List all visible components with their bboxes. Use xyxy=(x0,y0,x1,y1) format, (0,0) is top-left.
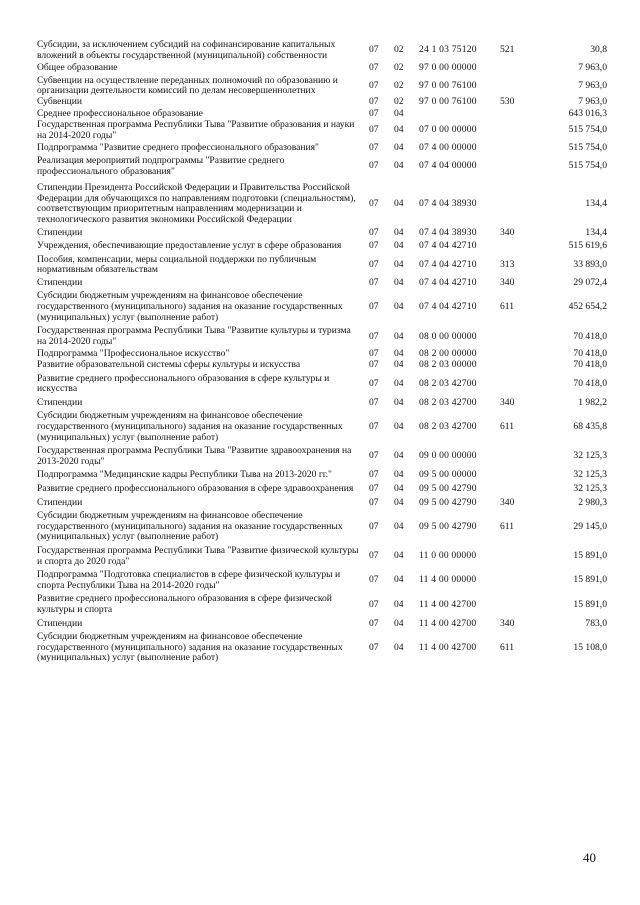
row-amount: 33 893,0 xyxy=(573,258,607,270)
row-section-code: 07 xyxy=(369,80,379,92)
row-name: Государственная программа Республики Тыва "Развитие здравоохранения на 2013-2020 годы" xyxy=(37,445,352,467)
row-name: Государственная программа Республики Тыва "Развитие образования и науки на 2014-2020 годы" xyxy=(37,119,355,141)
row-subsection-code: 04 xyxy=(394,160,404,172)
row-expense-type: 340 xyxy=(500,396,515,408)
row-expense-type: 340 xyxy=(500,617,515,629)
table-row xyxy=(37,360,607,371)
row-section-code: 07 xyxy=(369,226,379,238)
table-row xyxy=(37,470,607,481)
row-subsection-code: 02 xyxy=(394,80,404,92)
row-amount: 15 891,0 xyxy=(573,550,607,562)
row-amount: 70 418,0 xyxy=(573,348,607,360)
row-subsection-code: 04 xyxy=(394,469,404,481)
row-section-code: 07 xyxy=(369,359,379,371)
table-row xyxy=(37,594,607,615)
row-subsection-code: 04 xyxy=(394,421,404,432)
row-amount: 643 016,3 xyxy=(568,107,607,119)
row-amount: 32 125,3 xyxy=(573,469,607,481)
row-name: Развитие среднего профессионального образования в сфере здравоохранения xyxy=(37,482,354,494)
row-name: Реализация мероприятий подпрограммы "Развитие среднего профессионального образования" xyxy=(37,154,285,177)
row-expense-type: 611 xyxy=(500,421,515,432)
table-row xyxy=(37,326,607,347)
row-target-article: 11 4 00 00000 xyxy=(419,574,477,586)
row-expense-type: 611 xyxy=(500,301,515,313)
row-amount: 134,4 xyxy=(585,198,607,210)
row-target-article: 11 4 00 42700 xyxy=(419,641,477,653)
row-expense-type: 611 xyxy=(500,520,515,532)
table-row xyxy=(37,498,607,509)
row-name: Подпрограмма "Подготовка специалистов в сфере физической культуры и спорта Республики Тыва на 2014-2020 годы" xyxy=(37,569,341,591)
row-name: Субсидии бюджетным учреждениям на финансовое обеспечение государственного (муниципального) задания на оказание государственных (муниципальных) услуг (выполнение работ) xyxy=(37,410,343,443)
row-target-article: 08 2 03 42700 xyxy=(419,396,477,408)
budget-table xyxy=(37,40,607,664)
row-expense-type: 340 xyxy=(500,496,515,508)
row-subsection-code: 04 xyxy=(394,496,404,508)
table-row xyxy=(37,40,607,61)
table-row xyxy=(37,511,607,543)
row-subsection-code: 04 xyxy=(394,240,404,252)
row-section-code: 07 xyxy=(369,450,379,462)
row-section-code: 07 xyxy=(369,198,379,210)
row-expense-type: 611 xyxy=(500,641,515,653)
row-target-article: 97 0 00 76100 xyxy=(419,80,477,92)
row-subsection-code: 04 xyxy=(394,301,404,313)
row-target-article: 11 4 00 42700 xyxy=(419,598,477,610)
row-section-code: 07 xyxy=(369,95,379,107)
row-amount: 15 891,0 xyxy=(573,598,607,610)
row-subsection-code: 04 xyxy=(394,359,404,371)
row-name: Среднее профессиональное образование xyxy=(37,107,203,119)
row-section-code: 07 xyxy=(369,240,379,252)
row-section-code: 07 xyxy=(369,276,379,288)
table-row xyxy=(37,143,607,154)
row-name: Стипендии Президента Российской Федерации и Правительства Российской Федерации для обучающихся по направлениям подготовки (специальностям), соответствующим приоритетным направлениям модернизации и технологического развития экономики Российской Федерации xyxy=(37,182,356,225)
row-target-article: 11 0 00 00000 xyxy=(419,550,477,562)
row-target-article: 24 1 03 75120 xyxy=(419,44,477,56)
row-target-article: 08 0 00 00000 xyxy=(419,330,477,342)
table-row xyxy=(37,76,607,97)
table-row xyxy=(37,484,607,495)
row-target-article: 07 4 04 38930 xyxy=(419,198,477,210)
row-subsection-code: 04 xyxy=(394,377,404,389)
table-row xyxy=(37,398,607,409)
row-target-article: 07 4 00 00000 xyxy=(419,142,477,154)
row-amount: 515 619,6 xyxy=(568,240,607,252)
row-target-article: 07 4 04 42710 xyxy=(419,258,477,270)
row-name: Стипендии xyxy=(37,396,83,408)
table-row xyxy=(37,570,607,591)
row-subsection-code: 04 xyxy=(394,450,404,462)
row-amount: 15 108,0 xyxy=(573,641,607,653)
row-amount: 15 891,0 xyxy=(573,574,607,586)
row-target-article: 09 0 00 00000 xyxy=(419,450,477,462)
row-section-code: 07 xyxy=(369,330,379,342)
row-amount: 7 963,0 xyxy=(578,80,607,92)
row-expense-type: 313 xyxy=(500,258,515,270)
row-amount: 515 754,0 xyxy=(568,142,607,154)
row-amount: 70 418,0 xyxy=(573,377,607,389)
row-name: Субвенции на осуществление переданных полномочий по образованию и организации деятельности комиссий по делам несовершеннолетних xyxy=(37,74,338,97)
row-subsection-code: 04 xyxy=(394,276,404,288)
table-row xyxy=(37,120,607,141)
row-amount: 2 980,3 xyxy=(578,496,607,508)
row-section-code: 07 xyxy=(369,482,379,494)
row-subsection-code: 04 xyxy=(394,482,404,494)
row-amount: 68 435,8 xyxy=(573,421,607,432)
row-target-article: 07 4 04 42710 xyxy=(419,276,477,288)
table-row xyxy=(37,255,607,276)
row-name: Субсидии бюджетным учреждениям на финансовое обеспечение государственного (муниципального) задания на оказание государственных (муниципальных) услуг (выполнение работ) xyxy=(37,631,343,664)
row-section-code: 07 xyxy=(369,598,379,610)
row-subsection-code: 04 xyxy=(394,198,404,210)
row-target-article: 08 2 03 42700 xyxy=(419,377,477,389)
row-expense-type: 340 xyxy=(500,276,515,288)
row-section-code: 07 xyxy=(369,641,379,653)
row-name: Стипендии xyxy=(37,496,83,508)
row-subsection-code: 04 xyxy=(394,226,404,238)
row-amount: 32 125,3 xyxy=(573,482,607,494)
row-amount: 515 754,0 xyxy=(568,124,607,136)
row-section-code: 07 xyxy=(369,574,379,586)
row-amount: 29 145,0 xyxy=(573,520,607,532)
row-section-code: 07 xyxy=(369,258,379,270)
row-amount: 70 418,0 xyxy=(573,330,607,342)
row-expense-type: 530 xyxy=(500,95,515,107)
row-section-code: 07 xyxy=(369,421,379,432)
row-subsection-code: 04 xyxy=(394,396,404,408)
row-name: Субвенции xyxy=(37,95,82,107)
row-target-article: 09 5 00 42790 xyxy=(419,496,477,508)
row-name: Субсидии, за исключением субсидий на софинансирование капитальных вложений в объекты государственной (муниципальной) собственности xyxy=(37,39,336,61)
row-subsection-code: 04 xyxy=(394,598,404,610)
row-section-code: 07 xyxy=(369,142,379,154)
row-amount: 452 654,2 xyxy=(568,301,607,313)
row-target-article: 07 4 04 42710 xyxy=(419,240,477,252)
row-name: Стипендии xyxy=(37,226,83,238)
row-amount: 29 072,4 xyxy=(573,276,607,288)
table-row xyxy=(37,291,607,323)
row-expense-type: 521 xyxy=(500,44,515,56)
row-amount: 70 418,0 xyxy=(573,359,607,371)
row-name: Развитие образовательной системы сферы культуры и искусства xyxy=(37,359,301,371)
row-amount: 783,0 xyxy=(585,617,607,629)
row-name: Развитие среднего профессионального образования в сфере культуры и искусства xyxy=(37,372,330,395)
row-target-article: 11 4 00 42700 xyxy=(419,617,477,629)
row-name: Субсидии бюджетным учреждениям на финансовое обеспечение государственного (муниципального) задания на оказание государственных (муниципальных) услуг (выполнение работ) xyxy=(37,510,343,543)
row-subsection-code: 02 xyxy=(394,62,404,74)
row-target-article: 09 5 00 00000 xyxy=(419,469,477,481)
row-amount: 134,4 xyxy=(585,226,607,238)
row-subsection-code: 04 xyxy=(394,574,404,586)
row-subsection-code: 04 xyxy=(394,550,404,562)
row-amount: 32 125,3 xyxy=(573,450,607,462)
row-section-code: 07 xyxy=(369,396,379,408)
row-section-code: 07 xyxy=(369,348,379,360)
table-row xyxy=(37,241,607,252)
row-section-code: 07 xyxy=(369,617,379,629)
row-target-article: 07 0 00 00000 xyxy=(419,124,477,136)
row-section-code: 07 xyxy=(369,44,379,56)
row-target-article: 07 4 04 42710 xyxy=(419,301,477,313)
row-target-article: 08 2 03 00000 xyxy=(419,359,477,371)
table-row xyxy=(37,632,607,664)
page-number: 40 xyxy=(583,850,596,865)
row-section-code: 07 xyxy=(369,550,379,562)
row-amount: 515 754,0 xyxy=(568,160,607,172)
table-row xyxy=(37,411,607,443)
row-subsection-code: 04 xyxy=(394,142,404,154)
row-target-article: 08 2 00 00000 xyxy=(419,348,477,360)
row-section-code: 07 xyxy=(369,520,379,532)
table-row xyxy=(37,156,607,177)
row-section-code: 07 xyxy=(369,160,379,172)
table-row xyxy=(37,228,607,239)
table-row xyxy=(37,109,607,120)
table-row xyxy=(37,183,607,225)
row-name: Стипендии xyxy=(37,276,83,288)
row-expense-type: 340 xyxy=(500,226,515,238)
row-section-code: 07 xyxy=(369,301,379,313)
row-name: Пособия, компенсации, меры социальной поддержки по публичным нормативным обязательствам xyxy=(37,253,317,276)
row-section-code: 07 xyxy=(369,496,379,508)
row-section-code: 07 xyxy=(369,107,379,119)
row-name: Подпрограмма "Медицинские кадры Республики Тыва на 2013-2020 гг." xyxy=(37,469,332,481)
row-subsection-code: 04 xyxy=(394,258,404,270)
row-amount: 1 982,2 xyxy=(578,396,607,408)
row-target-article: 09 5 00 42790 xyxy=(419,520,477,532)
row-subsection-code: 02 xyxy=(394,95,404,107)
row-target-article: 07 4 04 38930 xyxy=(419,226,477,238)
row-name: Учреждения, обеспечивающие предоставление услуг в сфере образования xyxy=(37,240,342,252)
row-subsection-code: 02 xyxy=(394,44,404,56)
row-subsection-code: 04 xyxy=(394,641,404,653)
row-name: Государственная программа Республики Тыва "Развитие культуры и туризма на 2014-2020 годы" xyxy=(37,325,351,347)
row-subsection-code: 04 xyxy=(394,330,404,342)
row-amount: 30,8 xyxy=(590,44,607,56)
table-row xyxy=(37,446,607,467)
row-subsection-code: 04 xyxy=(394,107,404,119)
table-row xyxy=(37,63,607,74)
table-row xyxy=(37,619,607,630)
row-section-code: 07 xyxy=(369,62,379,74)
table-row xyxy=(37,546,607,567)
table-row xyxy=(37,278,607,289)
table-row xyxy=(37,374,607,395)
table-row xyxy=(37,97,607,108)
row-target-article: 09 5 00 42790 xyxy=(419,482,477,494)
row-amount: 7 963,0 xyxy=(578,62,607,74)
row-name: Подпрограмма "Развитие среднего профессионального образования" xyxy=(37,142,319,154)
row-subsection-code: 04 xyxy=(394,520,404,532)
row-name: Субсидии бюджетным учреждениям на финансовое обеспечение государственного (муниципального) задания на оказание государственных (муниципальных) услуг (выполнение работ) xyxy=(37,290,343,323)
row-target-article: 97 0 00 76100 xyxy=(419,95,477,107)
row-name: Стипендии xyxy=(37,617,83,629)
row-target-article: 97 0 00 00000 xyxy=(419,62,477,74)
row-section-code: 07 xyxy=(369,377,379,389)
row-subsection-code: 04 xyxy=(394,124,404,136)
row-name: Государственная программа Республики Тыва "Развитие физической культуры и спорта до 2020 года" xyxy=(37,544,359,567)
row-name: Подпрограмма "Профессиональное искусство" xyxy=(37,348,230,360)
row-subsection-code: 04 xyxy=(394,348,404,360)
row-target-article: 07 4 04 00000 xyxy=(419,160,477,172)
row-name: Общее образование xyxy=(37,62,118,74)
row-section-code: 07 xyxy=(369,124,379,136)
row-target-article: 08 2 03 42700 xyxy=(419,421,477,432)
row-section-code: 07 xyxy=(369,469,379,481)
row-subsection-code: 04 xyxy=(394,617,404,629)
row-name: Развитие среднего профессионального образования в сфере физической культуры и спорта xyxy=(37,593,332,615)
row-amount: 7 963,0 xyxy=(578,95,607,107)
